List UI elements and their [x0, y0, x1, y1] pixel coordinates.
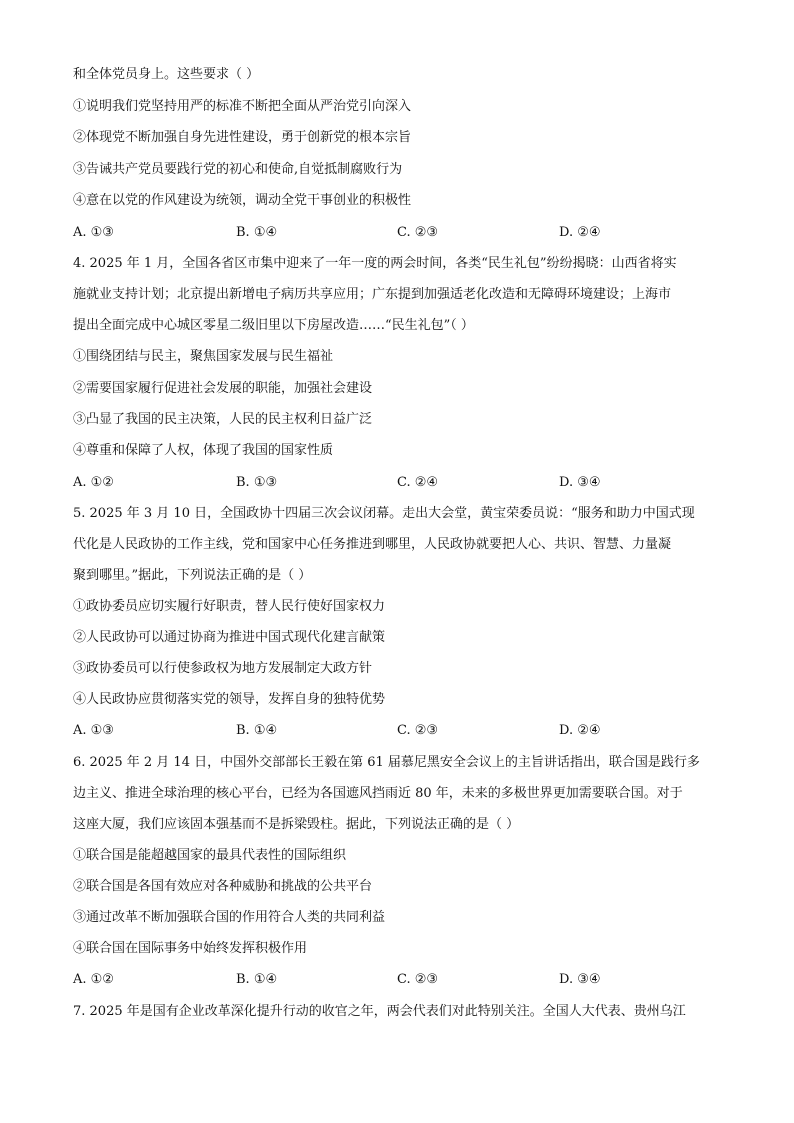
- question-stem-line: 7. 2025 年是国有企业改革深化提升行动的收官之年，两会代表们对此特别关注。全国人大代表、贵州乌江: [73, 1004, 686, 1019]
- option-b[interactable]: B. ①④: [236, 972, 278, 987]
- statement-1: ①联合国是能超越国家的最具代表性的国际组织: [73, 848, 347, 863]
- statement-2: ②体现党不断加强自身先进性建设，勇于创新党的根本宗旨: [73, 130, 412, 145]
- option-b[interactable]: B. ①④: [236, 225, 278, 240]
- question-stem-line: 和全体党员身上。这些要求（ ）: [73, 67, 260, 82]
- option-a[interactable]: A. ①②: [73, 475, 114, 490]
- statement-2: ②联合国是各国有效应对各种威胁和挑战的公共平台: [73, 879, 373, 894]
- statement-1: ①政协委员应切实履行好职责，替人民行使好国家权力: [73, 599, 386, 614]
- statement-4: ④联合国在国际事务中始终发挥积极作用: [73, 941, 308, 956]
- question-stem-line: 提出全面完成中心城区零星二级旧里以下房屋改造……“民生礼包”（ ）: [73, 318, 474, 333]
- answer-options: [73, 971, 723, 989]
- statement-4: ④人民政协应贯彻落实党的领导，发挥自身的独特优势: [73, 692, 386, 707]
- answer-options: [73, 224, 723, 242]
- statement-3: ③通过改革不断加强联合国的作用符合人类的共同利益: [73, 910, 386, 925]
- answer-options: [73, 474, 723, 492]
- statement-2: ②人民政协可以通过协商为推进中国式现代化建言献策: [73, 630, 386, 645]
- option-d[interactable]: D. ③④: [559, 972, 601, 987]
- option-c[interactable]: C. ②③: [397, 723, 439, 738]
- option-c[interactable]: C. ②④: [397, 475, 439, 490]
- option-a[interactable]: A. ①②: [73, 972, 114, 987]
- option-c[interactable]: C. ②③: [397, 972, 439, 987]
- question-stem-line: 聚到哪里。”据此，下列说法正确的是（ ）: [73, 568, 312, 583]
- statement-1: ①围绕团结与民主，聚焦国家发展与民生福祉: [73, 349, 334, 364]
- question-stem-line: 边主义、推进全球治理的核心平台，已经为各国遮风挡雨近 80 年，未来的多极世界更加需要联合国。对于: [73, 786, 683, 801]
- option-d[interactable]: D. ②④: [559, 225, 601, 240]
- option-a[interactable]: A. ①③: [73, 225, 114, 240]
- option-c[interactable]: C. ②③: [397, 225, 439, 240]
- question-stem-line: 这座大厦，我们应该固本强基而不是拆梁毁柱。据此，下列说法正确的是（ ）: [73, 817, 520, 832]
- option-b[interactable]: B. ①③: [236, 475, 278, 490]
- statement-3: ③告诫共产党员要践行党的初心和使命,自觉抵制腐败行为: [73, 162, 403, 177]
- option-a[interactable]: A. ①③: [73, 723, 114, 738]
- answer-options: [73, 722, 723, 740]
- statement-4: ④尊重和保障了人权，体现了我国的国家性质: [73, 443, 334, 458]
- question-stem-line: 代化是人民政协的工作主线，党和国家中心任务推进到哪里，人民政协就要把人心、共识、智慧、力量凝: [73, 537, 672, 552]
- option-d[interactable]: D. ③④: [559, 475, 601, 490]
- option-b[interactable]: B. ①④: [236, 723, 278, 738]
- question-stem-line: 施就业支持计划；北京提出新增电子病历共享应用；广东提到加强适老化改造和无障碍环境建设；上海市: [73, 287, 672, 302]
- statement-3: ③政协委员可以行使参政权为地方发展制定大政方针: [73, 661, 373, 676]
- option-d[interactable]: D. ②④: [559, 723, 601, 738]
- statement-3: ③凸显了我国的民主决策，人民的民主权利日益广泛: [73, 412, 373, 427]
- statement-1: ①说明我们党坚持用严的标准不断把全面从严治党引向深入: [73, 99, 412, 114]
- question-stem-line: 6. 2025 年 2 月 14 日，中国外交部部长王毅在第 61 届慕尼黑安全会议上的主旨讲话指出，联合国是践行多: [73, 755, 700, 770]
- statement-4: ④意在以党的作风建设为统领，调动全党干事创业的积极性: [73, 193, 412, 208]
- statement-2: ②需要国家履行促进社会发展的职能，加强社会建设: [73, 381, 373, 396]
- question-stem-line: 4. 2025 年 1 月，全国各省区市集中迎来了一年一度的两会时间，各类“民生礼包”纷纷揭晓：山西省将实: [73, 256, 677, 271]
- question-stem-line: 5. 2025 年 3 月 10 日，全国政协十四届三次会议闭幕。走出大会堂，黄宝荣委员说：“服务和助力中国式现: [73, 506, 695, 521]
